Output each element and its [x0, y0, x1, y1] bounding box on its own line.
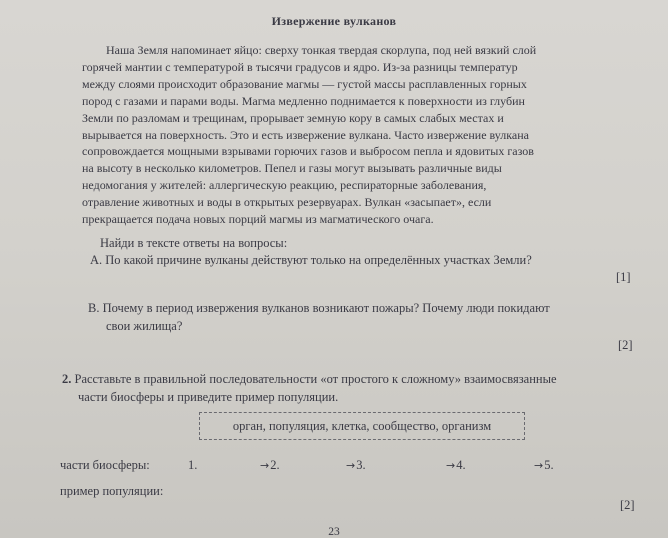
arrow-right-icon: →	[346, 459, 356, 472]
sequence-slot-2[interactable]	[260, 458, 280, 473]
questions-intro: Найди в тексте ответы на вопросы:	[100, 236, 288, 250]
paragraph-line: сопровождается мощными взрывами горючих газов и выбросом пепла и ядовитых газов	[82, 144, 534, 159]
question-a: А. По какой причине вулканы действуют только на определённых участках Земли?	[90, 253, 532, 267]
question-b-line1: В. Почему в период извержения вулканов возникают пожары? Почему люди покидают	[88, 301, 550, 315]
task2-number: 2.	[62, 372, 72, 386]
paragraph-line: Земли по разломам и трещинам, прорывает земную кору в самых слабых местах и	[82, 110, 504, 125]
sequence-slot-5[interactable]	[534, 458, 554, 473]
text-paragraph	[82, 42, 632, 228]
arrow-right-icon: →	[446, 459, 456, 472]
biosphere-label: части биосферы:	[60, 458, 150, 472]
paragraph-line: между слоями происходит образование магмы — густой массы расплавленных горных	[82, 76, 527, 91]
sequence-number: 5.	[544, 458, 554, 472]
page-number: 23	[328, 526, 340, 538]
page-title: Извержение вулканов	[271, 14, 397, 28]
sequence-number: 4.	[456, 458, 466, 472]
paragraph-line: горячей мантии с температурой в тысячи градусов и ядро. Из-за разницы температур	[82, 59, 518, 74]
sequence-slot-1[interactable]	[188, 458, 197, 473]
sequence-slot-4[interactable]	[446, 458, 466, 473]
paragraph-line: на высоту в несколько километров. Пепел и газы могут вызывать различные виды	[82, 161, 502, 176]
task2-line2: части биосферы и приведите пример популяции.	[78, 390, 339, 404]
options-box	[199, 412, 525, 440]
arrow-right-icon: →	[534, 459, 544, 472]
question-a-mark: [1]	[616, 270, 631, 284]
paragraph-line: недомогания у жителей: аллергическую реакцию, респираторные заболевания,	[82, 178, 487, 193]
options-text: орган, популяция, клетка, сообщество, организм	[232, 418, 492, 433]
paragraph-line: прекращается подача новых порций магмы из магматического очага.	[82, 212, 434, 227]
sequence-number: 2.	[270, 458, 280, 472]
sequence-number: 3.	[356, 458, 366, 472]
arrow-right-icon: →	[260, 459, 270, 472]
task2-line1	[62, 372, 557, 387]
paragraph-line: пород с газами и парами воды. Магма медленно поднимается к поверхности из глубин	[82, 93, 525, 108]
population-label: пример популяции:	[60, 484, 164, 498]
paragraph-line: вырывается на поверхность. Это и есть извержение вулкана. Часто извержение вулкана	[82, 127, 529, 142]
sequence-slot-3[interactable]	[346, 458, 366, 473]
sequence-number: 1.	[188, 458, 198, 472]
question-b-line2: свои жилища?	[106, 319, 183, 333]
task2-text: Расставьте в правильной последовательности «от простого к сложному» взаимосвязанные	[74, 372, 557, 386]
question-b-mark: [2]	[618, 338, 633, 352]
task2-mark: [2]	[620, 498, 635, 512]
paragraph-line: отравление животных и воды в открытых резервуарах. Вулкан «засыпает», если	[82, 195, 492, 210]
paragraph-line: Наша Земля напоминает яйцо: сверху тонкая твердая скорлупа, под ней вязкий слой	[106, 43, 537, 57]
